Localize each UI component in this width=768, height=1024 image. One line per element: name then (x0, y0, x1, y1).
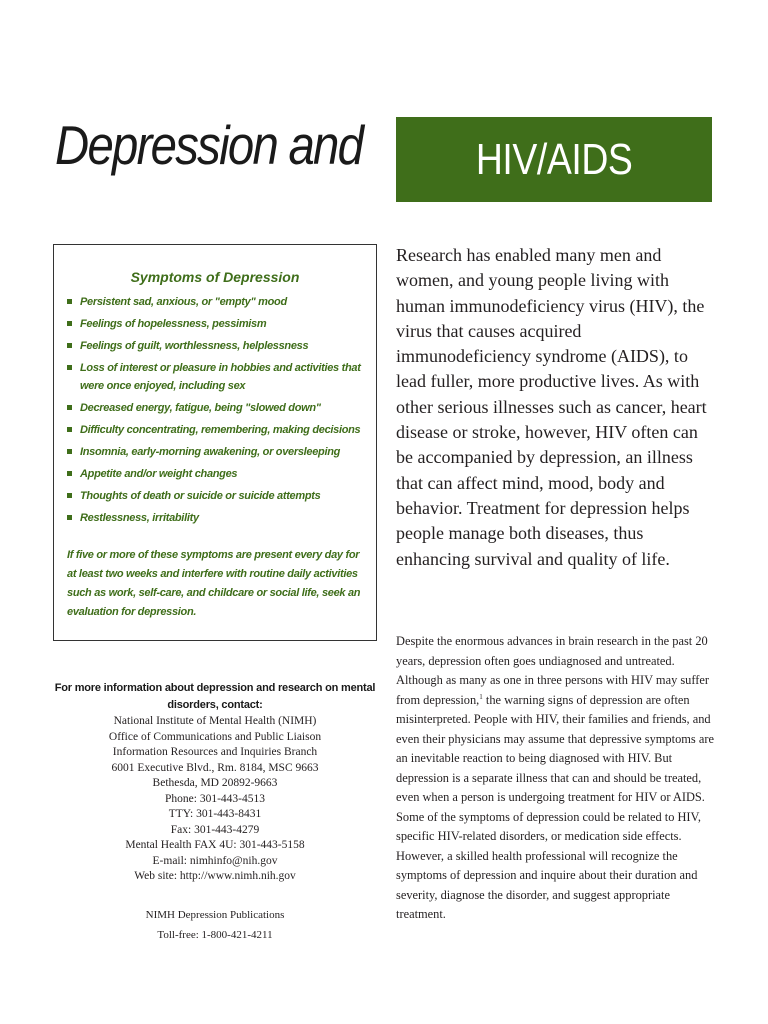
list-item (67, 487, 363, 505)
list-item (67, 315, 363, 333)
bullet-icon (67, 471, 72, 476)
contact-line: Office of Communications and Public Liaison (108, 730, 322, 743)
symptom-text: Appetite and/or weight changes (80, 468, 238, 480)
symptom-text: Decreased energy, fatigue, being "slowed down" (80, 402, 321, 414)
list-item (67, 293, 363, 311)
tollfree-number: Toll-free: 1-800-421-4211 (157, 928, 273, 941)
contact-phone: Phone: 301-443-4513 (165, 792, 265, 805)
symptom-text: Persistent sad, anxious, or "empty" mood (80, 296, 287, 308)
title-banner-text: HIV/AIDS (475, 134, 633, 184)
bullet-icon (67, 365, 72, 370)
publications-label: NIMH Depression Publications (145, 908, 285, 921)
list-item (67, 509, 363, 527)
contact-fax4u: Mental Health FAX 4U: 301-443-5158 (125, 839, 305, 851)
symptom-text: Restlessness, irritability (80, 512, 199, 524)
body-paragraph (396, 632, 716, 925)
contact-tty: TTY: 301-443-8431 (168, 808, 262, 820)
symptom-text: Feelings of hopelessness, pessimism (80, 318, 267, 330)
body-text-part1: Despite the enormous advances in brain research in the past 20 years, depression often goes undiagnosed and untreated. Although as many as one in three persons with HIV may suffer from depression, (396, 634, 710, 707)
symptoms-note: If five or more of these symptoms are present every day for at least two weeks and interfere with routine daily activities such as work, self-care, and childcare or social life, seek an evaluation for depression. (67, 549, 361, 618)
bullet-icon (67, 427, 72, 432)
page-title: Depression and (55, 114, 363, 176)
body-text-part2: the warning signs of depression are often misinterpreted. People with HIV, their families and friends, and even their physicians may assume that depressive symptoms are an inevitable reaction to being diagnosed with HIV. But depression is a separate illness that can and should be treated, even when a person is undergoing treatment for HIV or AIDS. Some of the symptoms of depression could be related to HIV, specific HIV-related disorders, or medication side effects. However, a skilled health professional will recognize the symptoms of depression and inquire about their duration and severity, diagnose the disorder, and suggest appropriate treatment. (396, 692, 714, 921)
bullet-icon (67, 343, 72, 348)
symptom-text: Loss of interest or pleasure in hobbies and activities that were once enjoyed, including sex (80, 362, 361, 392)
list-item (67, 399, 363, 417)
contact-website-link[interactable]: Web site: http://www.nimh.nih.gov (134, 870, 296, 882)
list-item (67, 421, 363, 439)
bullet-icon (67, 321, 72, 326)
contact-line: Bethesda, MD 20892-9663 (152, 777, 278, 789)
contact-info (53, 680, 377, 945)
symptom-text: Thoughts of death or suicide or suicide attempts (80, 490, 321, 502)
list-item (67, 443, 363, 461)
symptoms-list (67, 293, 363, 531)
list-item (67, 359, 363, 395)
contact-email-link[interactable]: E-mail: nimhinfo@nih.gov (152, 854, 278, 867)
list-item (67, 465, 363, 483)
publications-info (53, 905, 377, 945)
contact-heading: For more information about depression and research on mental disorders, contact: (54, 682, 376, 711)
bullet-icon (67, 299, 72, 304)
symptoms-heading: Symptoms of Depression (130, 269, 300, 285)
contact-line: National Institute of Mental Health (NIMH) (113, 715, 317, 727)
title-banner (396, 117, 712, 202)
symptom-text: Feelings of guilt, worthlessness, helplessness (80, 340, 309, 352)
lead-paragraph: Research has enabled many men and women, and young people living with human immunodeficiency virus (HIV), the virus that causes acquired immunodeficiency syndrome (AIDS), to lead fuller, more productive lives. As with other serious illnesses such as cancer, heart disease or stroke, however, HIV often can be accompanied by depression, an illness that can affect mind, mood, body and behavior. Treatment for depression helps people manage both diseases, thus enhancing survival and quality of life. (396, 245, 707, 569)
footnote-reference: 1 (479, 692, 483, 701)
bullet-icon (67, 493, 72, 498)
bullet-icon (67, 405, 72, 410)
symptom-text: Insomnia, early-morning awakening, or oversleeping (80, 446, 341, 458)
contact-fax: Fax: 301-443-4279 (170, 823, 260, 836)
symptom-text: Difficulty concentrating, remembering, making decisions (80, 424, 361, 436)
symptoms-box (53, 244, 377, 641)
bullet-icon (67, 515, 72, 520)
contact-line: 6001 Executive Blvd., Rm. 8184, MSC 9663 (111, 761, 319, 774)
contact-line: Information Resources and Inquiries Branch (112, 746, 318, 758)
list-item (67, 337, 363, 355)
bullet-icon (67, 449, 72, 454)
contact-address (53, 714, 377, 885)
